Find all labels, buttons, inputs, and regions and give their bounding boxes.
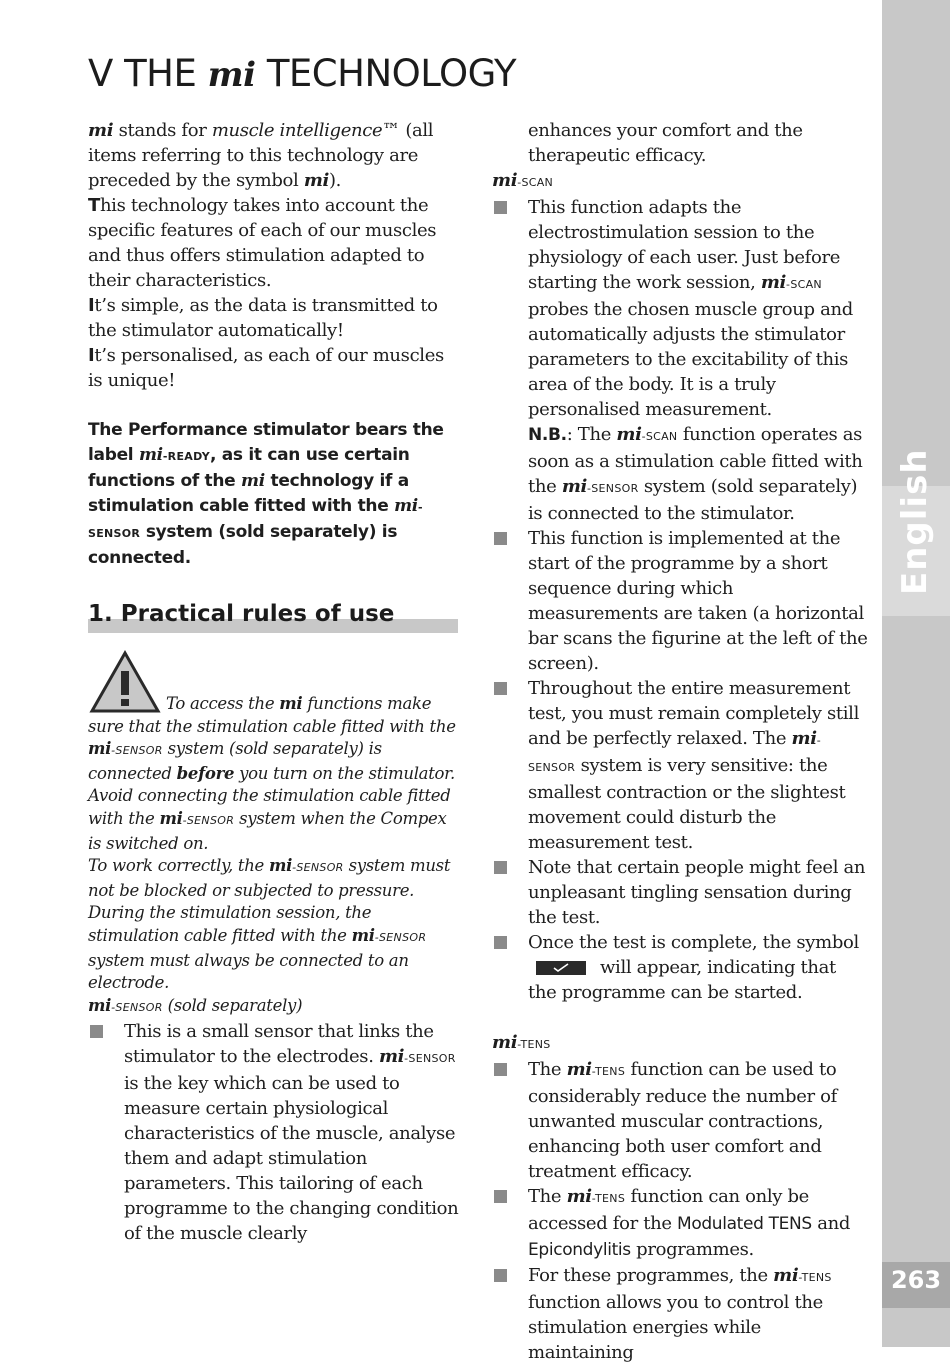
warning-block — [88, 649, 460, 1019]
list-item: The mi-TENS function can only be accessed for the Modulated TENS and Epicondylitis programmes. — [492, 1184, 868, 1263]
page-number: 263 — [890, 1266, 942, 1294]
intro-paragraph: This technology takes into account the specific features of each of our muscles and thus offers stimulation adapted to their characteristics. — [88, 195, 437, 291]
list-item: This function adapts the electrostimulation session to the physiology of each user. Just before starting the work session, mi-SCAN probes the chosen muscle group and automatically adjusts the stimulator parameters to the excitability of this area of the body. It is a truly personalised measurement. N.B.: The mi-SCAN function operates as soon as a stimulation cable fitted with the mi-SENSOR system (sold separately) is connected to the stimulator. — [492, 195, 868, 526]
list-item: This function is implemented at the start of the programme by a short sequence during which measurements are taken (a horizontal bar scans the figurine at the left of the screen). — [492, 526, 868, 676]
title-suffix: TECHNOLOGY — [266, 52, 517, 95]
mi-symbol: mi — [241, 471, 265, 491]
bullet-square-icon — [494, 861, 507, 874]
scan-heading: mi-SCAN — [492, 170, 554, 191]
left-column — [88, 118, 460, 1246]
bullet-square-icon — [90, 1025, 103, 1038]
bullet-square-icon — [494, 682, 507, 695]
sensor-heading: mi-SENSOR (sold separately) — [88, 995, 303, 1015]
mi-symbol: mi — [303, 170, 329, 191]
warning-text: To access the mi functions make sure that the stimulation cable fitted with the mi-SENSOR system (sold separately) is connected before you turn on the stimulator. — [88, 694, 456, 783]
bullet-square-icon — [494, 1269, 507, 1282]
notice-paragraph: The Performance stimulator bears the label mi-READY, as it can use certain functions of the mi technology if a stimulation cable fitted with the mi-SENSOR system (sold separately) is connected. — [88, 420, 444, 568]
title-prefix: V THE — [88, 52, 197, 95]
warning-icon — [88, 649, 162, 715]
continuation-text: enhances your comfort and the therapeutic efficacy. — [528, 120, 803, 166]
side-tab — [882, 0, 950, 1347]
mi-symbol: mi — [138, 445, 163, 465]
page-title — [88, 52, 516, 95]
bullet-square-icon — [494, 532, 507, 545]
list-item: The mi-TENS function can be used to considerably reduce the number of unwanted muscular contractions, enhancing both user comfort and treatment efficacy. — [492, 1057, 868, 1184]
bullet-square-icon — [494, 1063, 507, 1076]
mi-symbol: mi — [88, 120, 114, 141]
programme-name: Epicondylitis — [528, 1240, 631, 1260]
warning-text: Avoid connecting the stimulation cable fitted with the mi-SENSOR system when the Compex is switched on. — [88, 786, 451, 853]
check-mark-icon — [536, 961, 586, 975]
intro-paragraph: mi stands for muscle intelligence™ (all items referring to this technology are preceded by the symbol mi). — [88, 120, 434, 191]
mi-symbol: mi — [207, 55, 256, 95]
warning-text: During the stimulation session, the stimulation cable fitted with the mi-SENSOR system must always be connected to an electrode. — [88, 903, 427, 993]
language-label: English — [895, 448, 935, 595]
intro-paragraph: It’s simple, as the data is transmitted to the stimulator automatically! — [88, 295, 438, 341]
tens-heading: mi-TENS — [492, 1032, 551, 1053]
programme-name: Modulated TENS — [677, 1214, 812, 1234]
intro-paragraph: It’s personalised, as each of our muscles is unique! — [88, 345, 444, 391]
right-column — [492, 118, 868, 1365]
bullet-square-icon — [494, 1190, 507, 1203]
section-heading: 1. Practical rules of use — [88, 601, 460, 637]
list-item: For these programmes, the mi-TENS function allows you to control the stimulation energies while maintaining — [492, 1263, 868, 1365]
mi-symbol: mi — [394, 496, 418, 516]
warning-text: To work correctly, the mi-SENSOR system must not be blocked or subjected to pressure. — [88, 856, 451, 900]
list-item: Note that certain people might feel an unpleasant tingling sensation during the test. — [492, 855, 868, 930]
list-item: Once the test is complete, the symbol will appear, indicating that the programme can be started. — [492, 930, 868, 1005]
bullet-square-icon — [494, 936, 507, 949]
list-item: Throughout the entire measurement test, you must remain completely still and be perfectly relaxed. The mi-SENSOR system is very sensitive: the smallest contraction or the slightest movement could disturb the measurement test. — [492, 676, 868, 855]
bullet-square-icon — [494, 201, 507, 214]
list-item: This is a small sensor that links the stimulator to the electrodes. mi-SENSOR is the key which can be used to measure certain physiological characteristics of the muscle, analyse them and adapt stimulation parameters. This tailoring of each programme to the changing condition of the muscle clearly — [88, 1019, 460, 1246]
